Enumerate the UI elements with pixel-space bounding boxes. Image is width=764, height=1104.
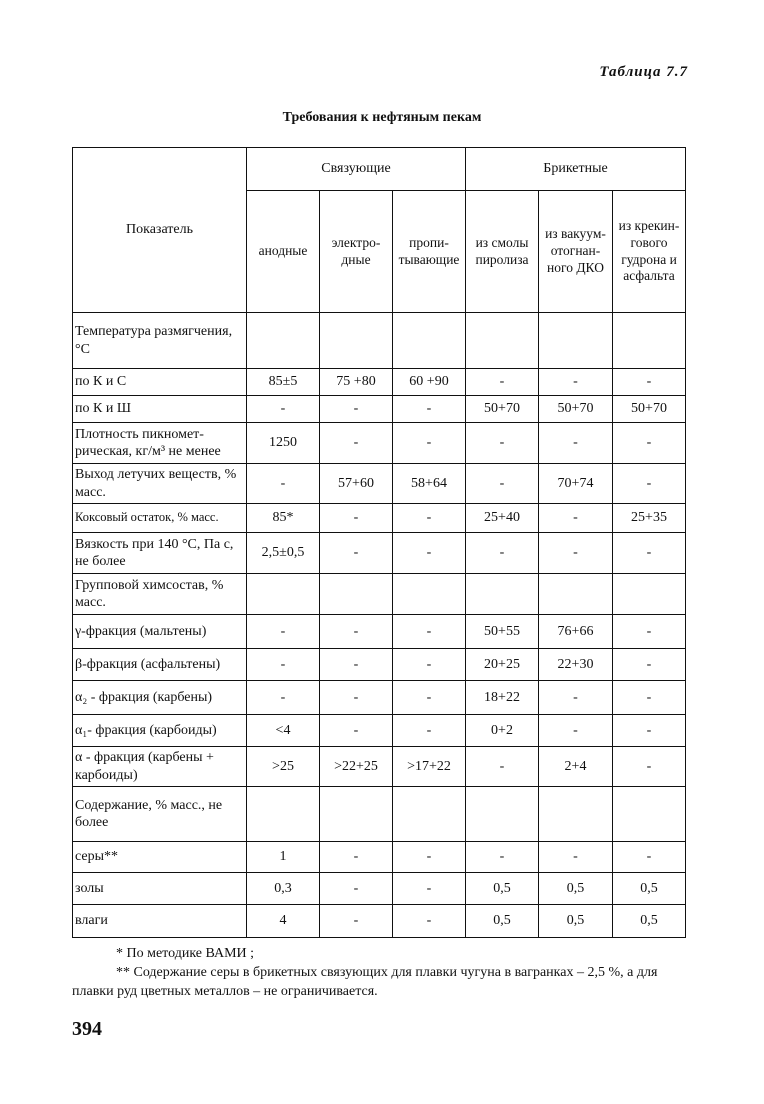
table-cell: - [320, 715, 393, 747]
table-cell: >22+25 [320, 747, 393, 787]
table-cell [539, 313, 613, 369]
table-cell: 25+35 [613, 504, 686, 533]
header-col-anode: анодные [247, 191, 320, 313]
table-cell: - [393, 396, 466, 423]
table-cell [247, 787, 320, 842]
table-row [73, 533, 686, 574]
row-label: Вязкость при 140 °С, Па с, не более [73, 533, 247, 574]
table-cell [320, 787, 393, 842]
table-cell: 0,5 [539, 873, 613, 905]
table-cell: 50+70 [613, 396, 686, 423]
footnote-vami: * По методике ВАМИ ; [116, 946, 255, 961]
table-cell [393, 574, 466, 615]
table-cell: 2,5±0,5 [247, 533, 320, 574]
table-cell: 60 +90 [393, 369, 466, 396]
row-label: α₁- фракция (карбоиды) [73, 715, 247, 747]
table-cell: >17+22 [393, 747, 466, 787]
header-col-vacuum-dko: из вакуум-отогнан-ного ДКО [539, 191, 613, 313]
table-row [73, 313, 686, 369]
table-cell: - [466, 533, 539, 574]
table-cell: - [466, 842, 539, 873]
table-cell: - [539, 715, 613, 747]
table-cell: - [393, 533, 466, 574]
table-cell: 0+2 [466, 715, 539, 747]
table-cell: - [247, 396, 320, 423]
table-cell: - [539, 369, 613, 396]
table-cell: - [393, 681, 466, 715]
header-col-pyrolysis: из смолы пиролиза [466, 191, 539, 313]
row-label: Плотность пикномет-рическая, кг/м³ не менее [73, 423, 247, 464]
table-cell [466, 574, 539, 615]
table-cell [539, 574, 613, 615]
table-cell: - [613, 649, 686, 681]
table-cell: - [613, 533, 686, 574]
table-cell: - [393, 615, 466, 649]
table-cell: 85* [247, 504, 320, 533]
table-row [73, 504, 686, 533]
table-cell: 0,5 [613, 873, 686, 905]
table-cell: 57+60 [320, 464, 393, 504]
table-cell: 0,3 [247, 873, 320, 905]
table-cell: - [613, 464, 686, 504]
table-cell: - [539, 504, 613, 533]
table-cell [466, 313, 539, 369]
table-cell: 58+64 [393, 464, 466, 504]
table-cell: 0,5 [466, 905, 539, 938]
table-row [73, 464, 686, 504]
header-group-binders: Связующие [247, 148, 466, 191]
table-cell: - [320, 681, 393, 715]
table-row [73, 615, 686, 649]
table-cell: - [393, 649, 466, 681]
table-row [73, 369, 686, 396]
table-cell: - [613, 423, 686, 464]
table-cell: 1250 [247, 423, 320, 464]
table-row [73, 873, 686, 905]
row-label: α - фракция (карбены + карбоиды) [73, 747, 247, 787]
table-row [73, 787, 686, 842]
table-cell: - [393, 504, 466, 533]
table-cell [247, 313, 320, 369]
table-cell: 50+70 [539, 396, 613, 423]
table-cell: 4 [247, 905, 320, 938]
table-cell: - [539, 681, 613, 715]
row-label: по К и С [73, 369, 247, 396]
row-label: Температура размягчения, °С [73, 313, 247, 369]
footnote-sulfur: ** Содержание серы в брикетных связующих для плавки чугуна в вагранках – 2,5 %, а для плавки руд цветных металлов – не ограничивается. [72, 964, 658, 999]
table-cell: - [613, 842, 686, 873]
row-label: Групповой химсостав, % масс. [73, 574, 247, 615]
table-cell [320, 574, 393, 615]
table-cell: - [613, 369, 686, 396]
row-label: α₂ - фракция (карбены) [73, 681, 247, 715]
table-row [73, 715, 686, 747]
table-cell: 2+4 [539, 747, 613, 787]
table-cell: - [393, 842, 466, 873]
table-cell: 25+40 [466, 504, 539, 533]
row-label: Выход летучих веществ, % масс. [73, 464, 247, 504]
table-cell: - [320, 842, 393, 873]
row-label: Коксовый остаток, % масс. [73, 504, 247, 533]
table-cell: - [466, 464, 539, 504]
table-cell: 20+25 [466, 649, 539, 681]
table-cell: - [393, 423, 466, 464]
table-cell: 18+22 [466, 681, 539, 715]
table-cell [466, 787, 539, 842]
table-cell: 76+66 [539, 615, 613, 649]
footnotes [72, 945, 686, 1002]
table-cell: - [393, 873, 466, 905]
table-cell: - [466, 423, 539, 464]
table-cell: <4 [247, 715, 320, 747]
table-cell: - [247, 615, 320, 649]
table-cell: - [393, 715, 466, 747]
header-group-briquette: Брикетные [466, 148, 686, 191]
table-row [73, 842, 686, 873]
row-label: γ-фракция (мальтены) [73, 615, 247, 649]
table-cell: - [320, 423, 393, 464]
table-cell: - [320, 533, 393, 574]
table-row [73, 574, 686, 615]
table-cell: - [466, 369, 539, 396]
table-cell: - [247, 649, 320, 681]
table-cell: 22+30 [539, 649, 613, 681]
table-cell: - [393, 905, 466, 938]
table-title: Требования к нефтяным пекам [282, 110, 482, 125]
row-label: по К и Ш [73, 396, 247, 423]
table-cell: 50+55 [466, 615, 539, 649]
table-cell: 50+70 [466, 396, 539, 423]
table-cell: 0,5 [613, 905, 686, 938]
table-row [73, 681, 686, 715]
table-cell: - [320, 649, 393, 681]
table-row [73, 747, 686, 787]
table-cell: - [613, 615, 686, 649]
table-row [73, 905, 686, 938]
table-cell: - [320, 873, 393, 905]
table-cell: - [320, 504, 393, 533]
row-label: золы [73, 873, 247, 905]
table-cell: >25 [247, 747, 320, 787]
table-cell: - [320, 615, 393, 649]
header-indicator: Показатель [73, 148, 247, 313]
table-cell [613, 574, 686, 615]
table-body [73, 313, 686, 938]
header-col-cracking: из крекин-гового гудрона и асфальта [613, 191, 686, 313]
table-cell: - [613, 747, 686, 787]
page-number: 394 [72, 1018, 102, 1040]
table-cell [393, 787, 466, 842]
row-label: β-фракция (асфальтены) [73, 649, 247, 681]
table-cell: - [539, 842, 613, 873]
table-cell: - [320, 905, 393, 938]
table-cell: 70+74 [539, 464, 613, 504]
table-cell: - [613, 715, 686, 747]
table-cell: 85±5 [247, 369, 320, 396]
row-label: серы** [73, 842, 247, 873]
table-cell: - [613, 681, 686, 715]
table-cell: 75 +80 [320, 369, 393, 396]
table-cell [613, 313, 686, 369]
table-cell: - [320, 396, 393, 423]
table-cell: 1 [247, 842, 320, 873]
table-cell: - [539, 533, 613, 574]
table-cell [320, 313, 393, 369]
table-row [73, 649, 686, 681]
table-cell: - [247, 464, 320, 504]
table-cell [539, 787, 613, 842]
table-cell [247, 574, 320, 615]
table-row [73, 423, 686, 464]
row-label: влаги [73, 905, 247, 938]
table-cell: 0,5 [539, 905, 613, 938]
table-cell: - [466, 747, 539, 787]
table-cell [393, 313, 466, 369]
header-col-electrode: электро-дные [320, 191, 393, 313]
table-cell: - [247, 681, 320, 715]
table-cell [613, 787, 686, 842]
header-col-impregnating: пропи-тывающие [393, 191, 466, 313]
table-cell: 0,5 [466, 873, 539, 905]
table-number-label: Таблица 7.7 [599, 64, 688, 80]
table-cell: - [539, 423, 613, 464]
table-row [73, 396, 686, 423]
pitch-requirements-table [72, 147, 686, 938]
row-label: Содержание, % масс., не более [73, 787, 247, 842]
